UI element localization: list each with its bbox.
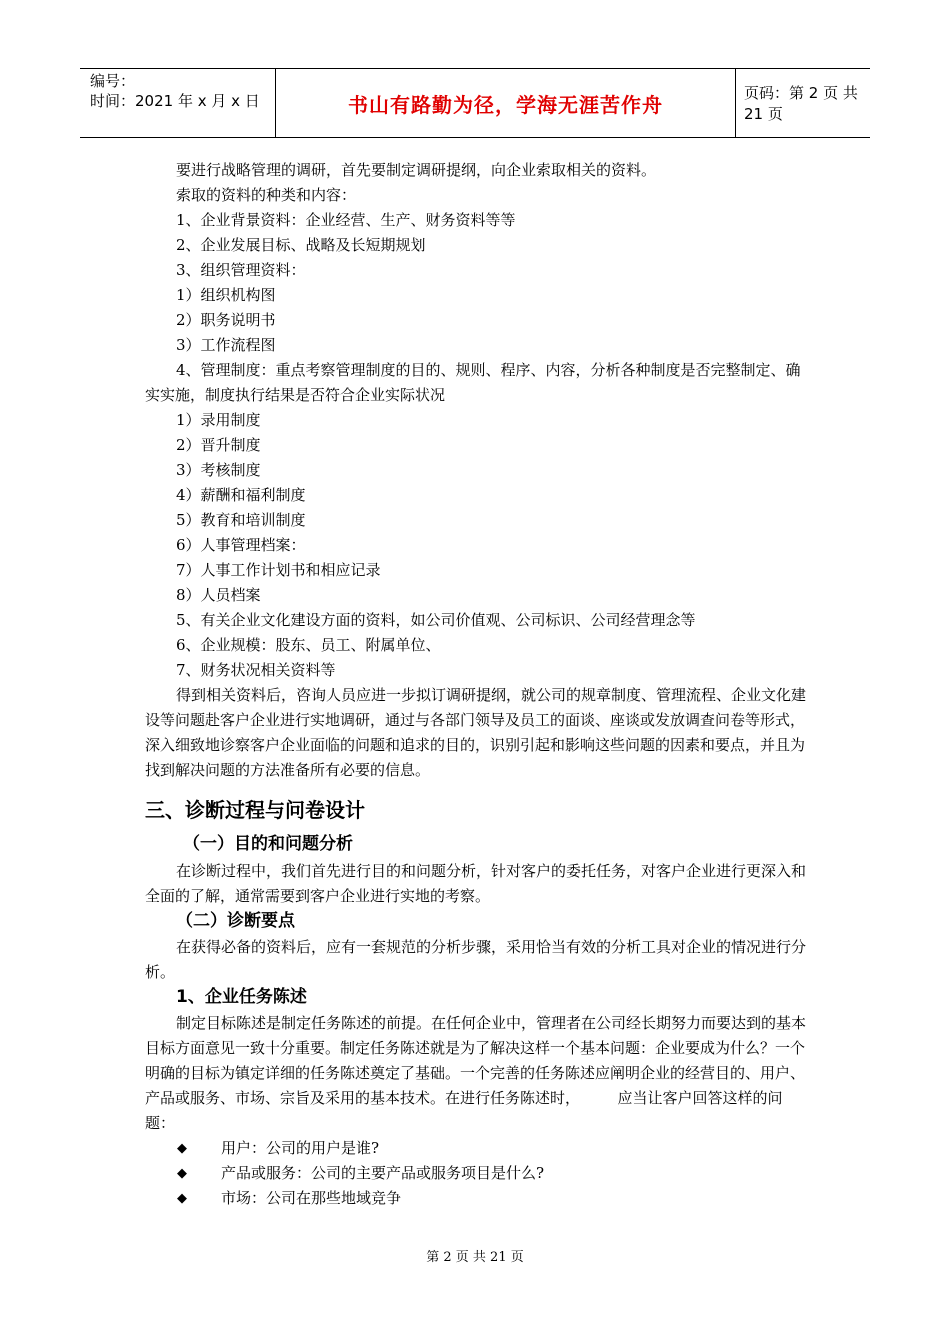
subsection-heading: （一）目的和问题分析 bbox=[183, 834, 353, 854]
section-heading: 三、诊断过程与问卷设计 bbox=[145, 798, 365, 822]
list-item: 5）教育和培训制度 bbox=[176, 511, 306, 529]
bullet-item bbox=[177, 1161, 810, 1186]
list-item: 4、管理制度：重点考察管理制度的目的、规则、程序、内容，分析各种制度是否完整制定、确实实施，制度执行结果是否符合企业实际状况 bbox=[145, 361, 801, 404]
list-item: 2）职务说明书 bbox=[176, 311, 276, 329]
diamond-bullet-icon: ◆ bbox=[177, 1141, 187, 1156]
list-item: 1、企业背景资料：企业经营、生产、财务资料等等 bbox=[176, 211, 516, 229]
bullet-text: 市场：公司在那些地域竞争 bbox=[221, 1189, 402, 1207]
document-number-label: 编号： bbox=[90, 72, 136, 90]
list-item: 1）录用制度 bbox=[176, 411, 261, 429]
document-time-label: 时间：2021 年 x 月 x 日 bbox=[90, 92, 260, 110]
page-header bbox=[80, 68, 870, 138]
paragraph: 要进行战略管理的调研，首先要制定调研提纲，向企业索取相关的资料。 bbox=[176, 161, 657, 179]
list-item: 5、有关企业文化建设方面的资料，如公司价值观、公司标识、公司经营理念等 bbox=[176, 611, 696, 629]
paragraph: 在获得必备的资料后，应有一套规范的分析步骤，采用恰当有效的分析工具对企业的情况进行分析。 bbox=[145, 938, 807, 981]
header-motto: 书山有路勤为径，学海无涯苦作舟 bbox=[348, 92, 663, 117]
document-body bbox=[145, 158, 810, 1211]
list-item: 2、企业发展目标、战略及长短期规划 bbox=[176, 236, 426, 254]
list-item: 1）组织机构图 bbox=[176, 286, 276, 304]
page-footer: 第 2 页 共 21 页 bbox=[426, 1250, 524, 1265]
bullet-text: 产品或服务：公司的主要产品或服务项目是什么? bbox=[221, 1164, 545, 1182]
list-item: 4）薪酬和福利制度 bbox=[176, 486, 306, 504]
header-page-info: 页码：第 2 页 共 21 页 bbox=[744, 84, 858, 123]
list-item: 3、组织管理资料： bbox=[176, 261, 306, 279]
list-item: 3）工作流程图 bbox=[176, 336, 276, 354]
list-item: 6、企业规模：股东、员工、附属单位、 bbox=[176, 636, 441, 654]
list-item: 6）人事管理档案： bbox=[176, 536, 306, 554]
header-meta bbox=[80, 69, 276, 137]
subsection-heading: （二）诊断要点 bbox=[176, 911, 295, 931]
paragraph: 得到相关资料后，咨询人员应进一步拟订调研提纲，就公司的规章制度、管理流程、企业文化建设等问题赴客户企业进行实地调研，通过与各部门领导及员工的面谈、座谈或发放调查问卷等形式，深入细致地诊察客户企业面临的问题和追求的目的，识别引起和影响这些问题的因素和要点，并且为找到解决问题的方法准备所有必要的信息。 bbox=[145, 686, 807, 779]
list-item: 7、财务状况相关资料等 bbox=[176, 661, 336, 679]
header-motto-cell bbox=[276, 69, 736, 137]
list-item: 3）考核制度 bbox=[176, 461, 261, 479]
paragraph: 制定目标陈述是制定任务陈述的前提。在任何企业中，管理者在公司经长期努力而要达到的基本目标方面意见一致十分重要。制定任务陈述就是为了解决这样一个基本问题：企业要成为什么？一个明确的目标为镇定详细的任务陈述奠定了基础。一个完善的任务陈述应阐明企业的经营目的、用户、产品或服务、市场、宗旨及采用的基本技术。在进行任务陈述时， 应当让客户回答这样的问题： bbox=[145, 1014, 807, 1132]
bullet-text: 用户：公司的用户是谁? bbox=[221, 1139, 380, 1157]
subsection-heading: 1、企业任务陈述 bbox=[176, 987, 307, 1007]
bullet-item bbox=[177, 1136, 810, 1161]
paragraph: 索取的资料的种类和内容： bbox=[176, 186, 357, 204]
diamond-bullet-icon: ◆ bbox=[177, 1166, 187, 1181]
diamond-bullet-icon: ◆ bbox=[177, 1191, 187, 1206]
list-item: 8）人员档案 bbox=[176, 586, 261, 604]
bullet-item bbox=[177, 1186, 810, 1211]
paragraph: 在诊断过程中，我们首先进行目的和问题分析，针对客户的委托任务，对客户企业进行更深入和全面的了解，通常需要到客户企业进行实地的考察。 bbox=[145, 862, 807, 905]
list-item: 2）晋升制度 bbox=[176, 436, 261, 454]
list-item: 7）人事工作计划书和相应记录 bbox=[176, 561, 381, 579]
